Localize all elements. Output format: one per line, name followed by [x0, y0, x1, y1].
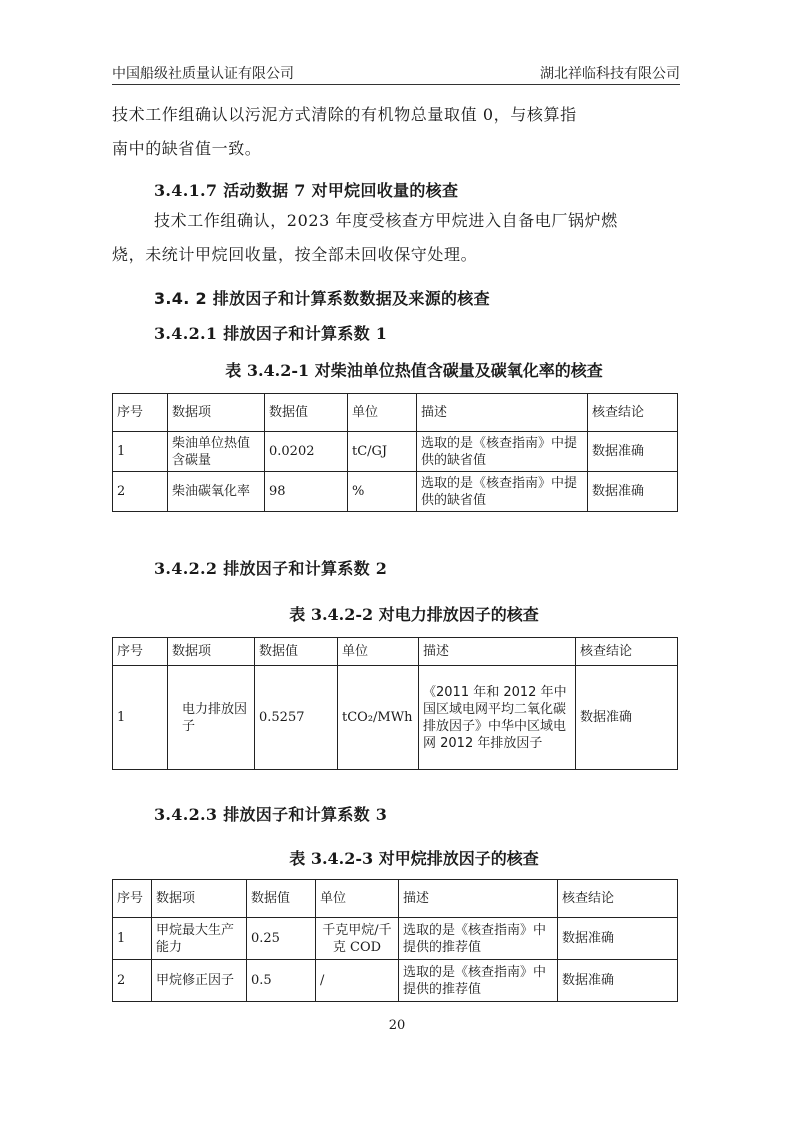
header-cell: 描述: [419, 638, 576, 666]
header-cell: 数据值: [265, 394, 348, 432]
cell-desc: 选取的是《核查指南》中提供的缺省值: [417, 432, 588, 472]
header-cell: 数据项: [168, 638, 255, 666]
header-cell: 核查结论: [576, 638, 678, 666]
header-cell: 数据项: [152, 880, 247, 918]
table-header-row: [113, 394, 678, 432]
heading-3422: 3.4.2.2 排放因子和计算系数 2: [154, 559, 388, 578]
cell-value: 0.5: [247, 960, 316, 1002]
cell-no: 2: [113, 472, 168, 512]
cell-unit: tC/GJ: [348, 432, 417, 472]
header-cell: 单位: [348, 394, 417, 432]
cell-item: 柴油单位热值含碳量: [168, 432, 265, 472]
cell-no: 2: [113, 960, 152, 1002]
table-header-row: [113, 638, 678, 666]
header-cell: 数据值: [255, 638, 338, 666]
cell-result: 数据准确: [588, 432, 678, 472]
heading-3423: 3.4.2.3 排放因子和计算系数 3: [154, 805, 388, 824]
heading-3417: 3.4.1.7 活动数据 7 对甲烷回收量的核查: [154, 181, 459, 200]
header-left-company: 中国船级社质量认证有限公司: [112, 66, 294, 82]
cell-no: 1: [113, 666, 168, 770]
cell-desc: 《2011 年和 2012 年中国区域电网平均二氧化碳排放因子》中华中区域电网 2012 年排放因子: [419, 666, 576, 770]
header-cell: 序号: [113, 638, 168, 666]
table-header-row: [113, 880, 678, 918]
table-3: [112, 879, 678, 1002]
header-right-company: 湖北祥临科技有限公司: [540, 66, 680, 82]
cell-item: 柴油碳氧化率: [168, 472, 265, 512]
table2-caption: 表 3.4.2-2 对电力排放因子的核查: [289, 605, 539, 624]
table-row: [113, 666, 678, 770]
cell-item: 甲烷最大生产能力: [152, 918, 247, 960]
paragraph-1-line-2: 南中的缺省值一致。: [112, 139, 262, 158]
header-cell: 序号: [113, 880, 152, 918]
cell-desc: 选取的是《核查指南》中提供的推荐值: [399, 918, 558, 960]
paragraph-2: [112, 204, 680, 272]
header-cell: 核查结论: [588, 394, 678, 432]
table-row: [113, 472, 678, 512]
header-cell: 描述: [417, 394, 588, 432]
heading-342: 3.4. 2 排放因子和计算系数数据及来源的核查: [154, 289, 490, 308]
header-cell: 数据值: [247, 880, 316, 918]
cell-unit: /: [316, 960, 399, 1002]
cell-result: 数据准确: [588, 472, 678, 512]
cell-value: 0.25: [247, 918, 316, 960]
table3-caption: 表 3.4.2-3 对甲烷排放因子的核查: [289, 849, 539, 868]
header-cell: 单位: [338, 638, 419, 666]
cell-no: 1: [113, 918, 152, 960]
paragraph-2-line-2: 烧，未统计甲烷回收量，按全部未回收保守处理。: [112, 245, 478, 264]
table-row: [113, 960, 678, 1002]
table-2: [112, 637, 678, 770]
header-cell: 单位: [316, 880, 399, 918]
table1-caption: 表 3.4.2-1 对柴油单位热值含碳量及碳氧化率的核查: [225, 361, 603, 380]
page-header: [112, 62, 680, 85]
table-1: [112, 393, 678, 512]
cell-value: 98: [265, 472, 348, 512]
header-cell: 描述: [399, 880, 558, 918]
cell-desc: 选取的是《核查指南》中提供的推荐值: [399, 960, 558, 1002]
header-cell: 核查结论: [558, 880, 678, 918]
cell-result: 数据准确: [576, 666, 678, 770]
cell-unit: 千克甲烷/千克 COD: [316, 918, 399, 960]
table-row: [113, 432, 678, 472]
cell-item: 甲烷修正因子: [152, 960, 247, 1002]
paragraph-1-line-1: 技术工作组确认以污泥方式清除的有机物总量取值 0，与核算指: [112, 105, 577, 124]
cell-result: 数据准确: [558, 960, 678, 1002]
header-cell: 数据项: [168, 394, 265, 432]
header-cell: 序号: [113, 394, 168, 432]
heading-3421: 3.4.2.1 排放因子和计算系数 1: [154, 324, 388, 343]
table-row: [113, 918, 678, 960]
cell-item: 电力排放因子: [168, 666, 255, 770]
cell-desc: 选取的是《核查指南》中提供的缺省值: [417, 472, 588, 512]
cell-value: 0.5257: [255, 666, 338, 770]
paragraph-1: [112, 98, 680, 166]
cell-value: 0.0202: [265, 432, 348, 472]
cell-result: 数据准确: [558, 918, 678, 960]
page-number: 20: [388, 1018, 406, 1033]
cell-no: 1: [113, 432, 168, 472]
cell-unit: %: [348, 472, 417, 512]
paragraph-2-line-1: 技术工作组确认，2023 年度受核查方甲烷进入自备电厂锅炉燃: [154, 211, 618, 230]
cell-unit: tCO₂/MWh: [338, 666, 419, 770]
